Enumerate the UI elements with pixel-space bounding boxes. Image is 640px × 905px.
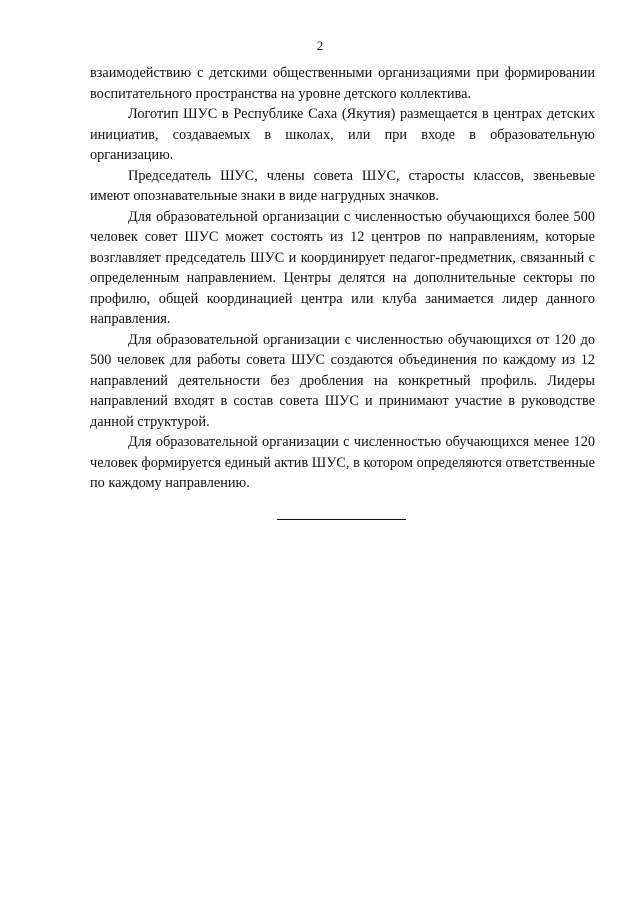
document-body xyxy=(90,63,595,494)
paragraph-120-to-500: Для образовательной организации с численностью обучающихся от 120 до 500 человек для работы совета ШУС создаются объединения по каждому из 12 направлений деятельности без дробления на конкретный профиль. Лидеры направлений входят в состав совета ШУС и принимают участие в руководстве данной структурой. xyxy=(90,331,595,430)
paragraph-badges: Председатель ШУС, члены совета ШУС, старосты классов, звеньевые имеют опознавательные знаки в виде нагрудных значков. xyxy=(90,167,595,204)
end-of-text-rule xyxy=(277,519,406,520)
page-number: 2 xyxy=(316,38,324,53)
paragraph-under-120: Для образовательной организации с численностью обучающихся менее 120 человек формируется единый актив ШУС, в котором определяются ответственные по каждому направлению. xyxy=(90,434,595,491)
paragraph-continuation: взаимодействию с детскими общественными организациями при формировании воспитательного пространства на уровне детского коллектива. xyxy=(90,65,595,102)
paragraph-logo-placement: Логотип ШУС в Республике Саха (Якутия) размещается в центрах детских инициатив, создаваемых в школах, или при входе в образовательную организацию. xyxy=(90,106,595,163)
paragraph-over-500: Для образовательной организации с численностью обучающихся более 500 человек совет ШУС может состоять из 12 центров по направлениям, которые возглавляет председатель ШУС и координирует педагог-предметник, связанный с определенным направлением. Центры делятся на дополнительные секторы по профилю, общей координацией центра или клуба занимается лидер данного направления. xyxy=(90,208,595,327)
